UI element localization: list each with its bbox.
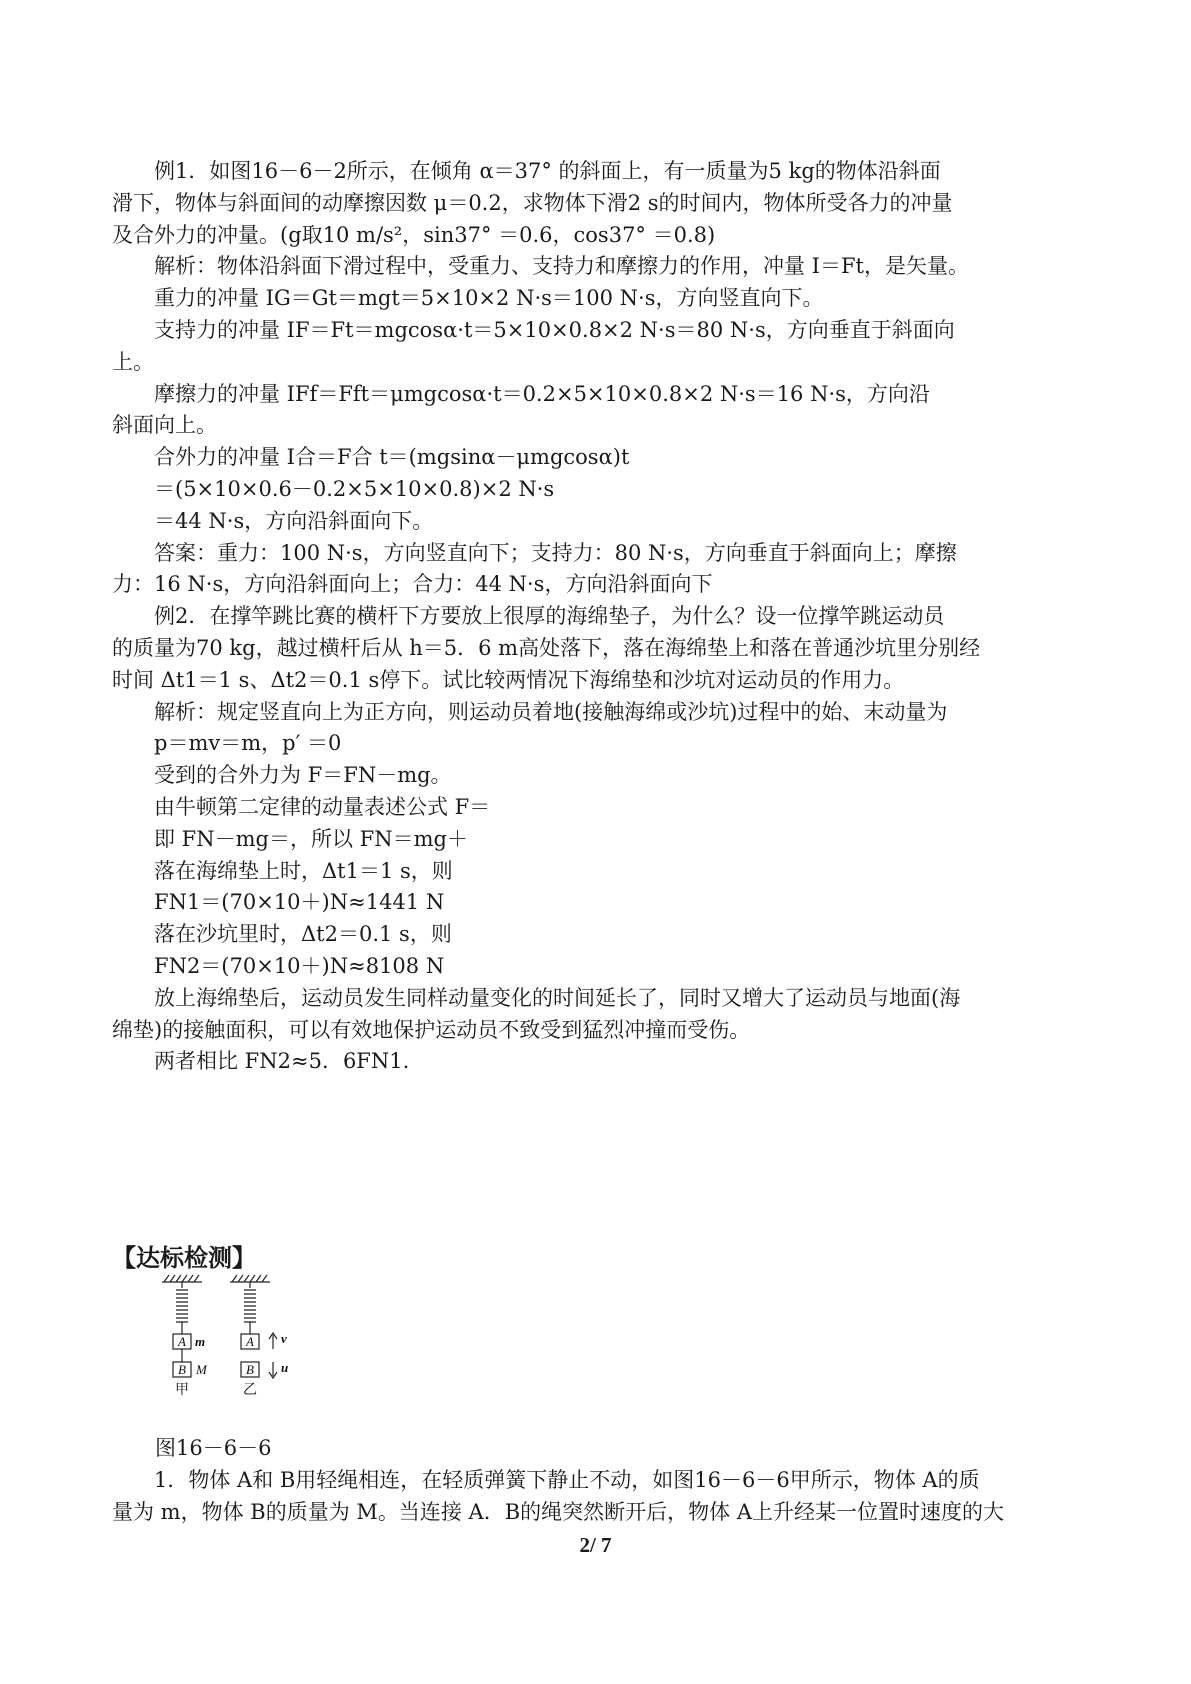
text-line: 解析：物体沿斜面下滑过程中，受重力、支持力和摩擦力的作用，冲量 I＝Ft，是矢量。 (154, 254, 969, 279)
text-line: 落在海绵垫上时，Δt1＝1 s，则 (154, 858, 453, 883)
text-line: 上。 (112, 349, 154, 374)
text-line: 合外力的冲量 I合＝F合 t＝(mgsinα－μmgcosα)t (154, 445, 630, 470)
label-b: B (178, 1362, 186, 1377)
text-line: 时间 Δt1＝1 s、Δt2＝0.1 s停下。试比较两情况下海绵垫和沙坑对运动员的作用力。 (112, 667, 905, 692)
text-line: 绵垫)的接触面积，可以有效地保护运动员不致受到猛烈冲撞而受伤。 (112, 1017, 751, 1042)
label-a: A (246, 1334, 254, 1349)
label-u: u (281, 1360, 289, 1375)
text-line: 由牛顿第二定律的动量表述公式 F＝ (154, 794, 491, 819)
text-line: 支持力的冲量 IF＝Ft＝mgcosα·t＝5×10×0.8×2 N·s＝80 N·s，方向垂直于斜面向 (154, 317, 955, 342)
text-line: 及合外力的冲量。(g取10 m/s²，sin37° ＝0.6，cos37° ＝0.8) (112, 222, 716, 247)
text-line: 重力的冲量 IG＝Gt＝mgt＝5×10×2 N·s＝100 N·s，方向竖直向下。 (154, 286, 824, 311)
text-line: ＝44 N·s，方向沿斜面向下。 (154, 508, 434, 533)
text-line: 放上海绵垫后，运动员发生同样动量变化的时间延长了，同时又增大了运动员与地面(海 (154, 985, 961, 1010)
spring-blocks-figure (160, 1272, 310, 1412)
text-line: 答案：重力：100 N·s，方向竖直向下；支持力：80 N·s，方向垂直于斜面向上；摩擦 (154, 540, 957, 565)
text-line: 例2．在撑竿跳比赛的横杆下方要放上很厚的海绵垫子，为什么？设一位撑竿跳运动员 (154, 604, 945, 629)
page-number: 2/ 7 (579, 1533, 612, 1557)
text-line: 1．物体 A和 B用轻绳相连，在轻质弹簧下静止不动，如图16－6－6甲所示，物体 A的质 (154, 1468, 980, 1492)
text-line: 斜面向上。 (112, 413, 217, 438)
text-line: 滑下，物体与斜面间的动摩擦因数 μ＝0.2，求物体下滑2 s的时间内，物体所受各力的冲量 (112, 190, 953, 215)
label-yi: 乙 (243, 1382, 257, 1398)
text-line: 量为 m，物体 B的质量为 M。当连接 A．B的绳突然断开后，物体 A上升经某一位置时速度的大 (112, 1499, 1004, 1524)
question-text (112, 1465, 1092, 1529)
text-line: 的质量为70 kg，越过横杆后从 h＝5．6 m高处落下，落在海绵垫上和落在普通沙坑里分别经 (112, 635, 981, 660)
label-v: v (281, 1331, 287, 1346)
text-line: 两者相比 FN2≈5．6FN1. (154, 1049, 410, 1074)
label-jia: 甲 (175, 1382, 189, 1398)
label-m: m (195, 1334, 206, 1349)
section-heading: 【达标检测】 (112, 1244, 256, 1272)
text-line: FN1＝(70×10＋)N≈1441 N (154, 890, 445, 915)
text-line: 解析：规定竖直向上为正方向，则运动员着地(接触海绵或沙坑)过程中的始、末动量为 (154, 699, 948, 724)
main-text (112, 156, 1092, 1078)
text-line: 受到的合外力为 F＝FN－mg。 (154, 763, 452, 788)
text-line: p＝mv＝m，p′ ＝0 (154, 731, 342, 756)
text-line: 落在沙坑里时，Δt2＝0.1 s，则 (154, 922, 452, 947)
text-line: 即 FN－mg＝，所以 FN＝mg＋ (154, 826, 468, 851)
figure-caption: 图16－6－6 (155, 1436, 272, 1460)
text-line: FN2＝(70×10＋)N≈8108 N (154, 953, 445, 978)
label-M: M (196, 1362, 207, 1377)
text-line: 例1．如图16－6－2所示，在倾角 α＝37° 的斜面上，有一质量为5 kg的物体沿斜面 (154, 159, 941, 183)
text-line: ＝(5×10×0.6－0.2×5×10×0.8)×2 N·s (154, 476, 555, 501)
text-line: 力：16 N·s，方向沿斜面向上；合力：44 N·s，方向沿斜面向下 (112, 572, 713, 597)
label-b: B (246, 1362, 254, 1377)
label-a: A (178, 1334, 186, 1349)
text-line: 摩擦力的冲量 IFf＝Fft＝μmgcosα·t＝0.2×5×10×0.8×2 N·s＝16 N·s，方向沿 (154, 381, 930, 406)
